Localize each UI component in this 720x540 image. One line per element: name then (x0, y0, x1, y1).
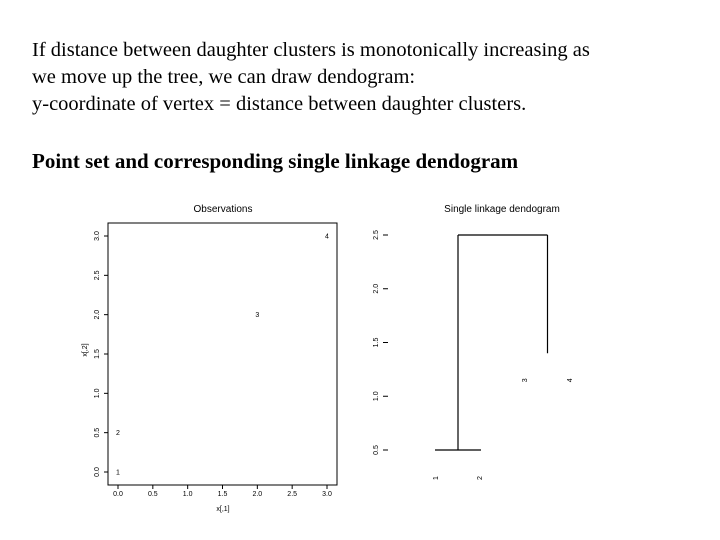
scatter-x-tick-label: 0.0 (113, 491, 123, 498)
scatter-y-tick-label: 2.0 (94, 309, 101, 320)
scatter-point: 1 (116, 469, 120, 477)
slide-subtitle: Point set and corresponding single linkage dendogram (32, 149, 519, 173)
scatter-y-tick-label: 1.0 (94, 388, 101, 399)
scatter-y-axis-label: x[,2] (82, 343, 89, 357)
dendrogram-y-tick-label: 2.5 (373, 230, 380, 240)
intro-line-3: y-coordinate of vertex = distance between daughter clusters. (32, 93, 527, 115)
scatter-point: 3 (255, 312, 260, 320)
scatter-x-tick-label: 1.0 (182, 491, 193, 498)
dendrogram-leaf-label: 3 (522, 378, 529, 383)
scatter-title: Observations (193, 204, 253, 215)
dendrogram-y-tick-label: 2.0 (373, 283, 380, 294)
intro-line-1: If distance between daughter clusters is monotonically increasing as (32, 39, 590, 61)
scatter-x-tick-label: 2.0 (252, 491, 263, 498)
dendrogram-title: Single linkage dendogram (444, 204, 560, 215)
scatter-plot-frame (108, 223, 337, 485)
scatter-y-tick-label: 0.0 (94, 467, 101, 477)
scatter-y-tick-label: 1.5 (94, 349, 101, 359)
scatter-x-axis-label: x[,1] (216, 506, 230, 513)
scatter-marks (94, 231, 332, 498)
scatter-y-tick-label: 0.5 (94, 427, 101, 438)
dendrogram-leaf-label: 4 (567, 378, 574, 383)
dendrogram-y-tick-label: 0.5 (373, 445, 380, 455)
scatter-x-tick-label: 1.5 (217, 491, 228, 498)
dendrogram-y-tick-label: 1.5 (373, 337, 380, 348)
dendrogram-leaf-label: 2 (477, 476, 484, 480)
scatter-y-tick-label: 3.0 (94, 231, 101, 241)
scatter-point: 2 (116, 430, 120, 438)
scatter-point: 4 (325, 233, 329, 241)
dendrogram-leaf-label: 1 (433, 476, 440, 480)
scatter-x-tick-label: 0.5 (147, 491, 158, 498)
scatter-y-tick-label: 2.5 (94, 270, 101, 281)
intro-line-2: we move up the tree, we can draw dendogram: (32, 66, 416, 88)
scatter-x-tick-label: 2.5 (287, 491, 298, 498)
dendrogram-y-tick-label: 1.0 (373, 391, 380, 402)
scatter-x-tick-label: 3.0 (322, 491, 332, 498)
